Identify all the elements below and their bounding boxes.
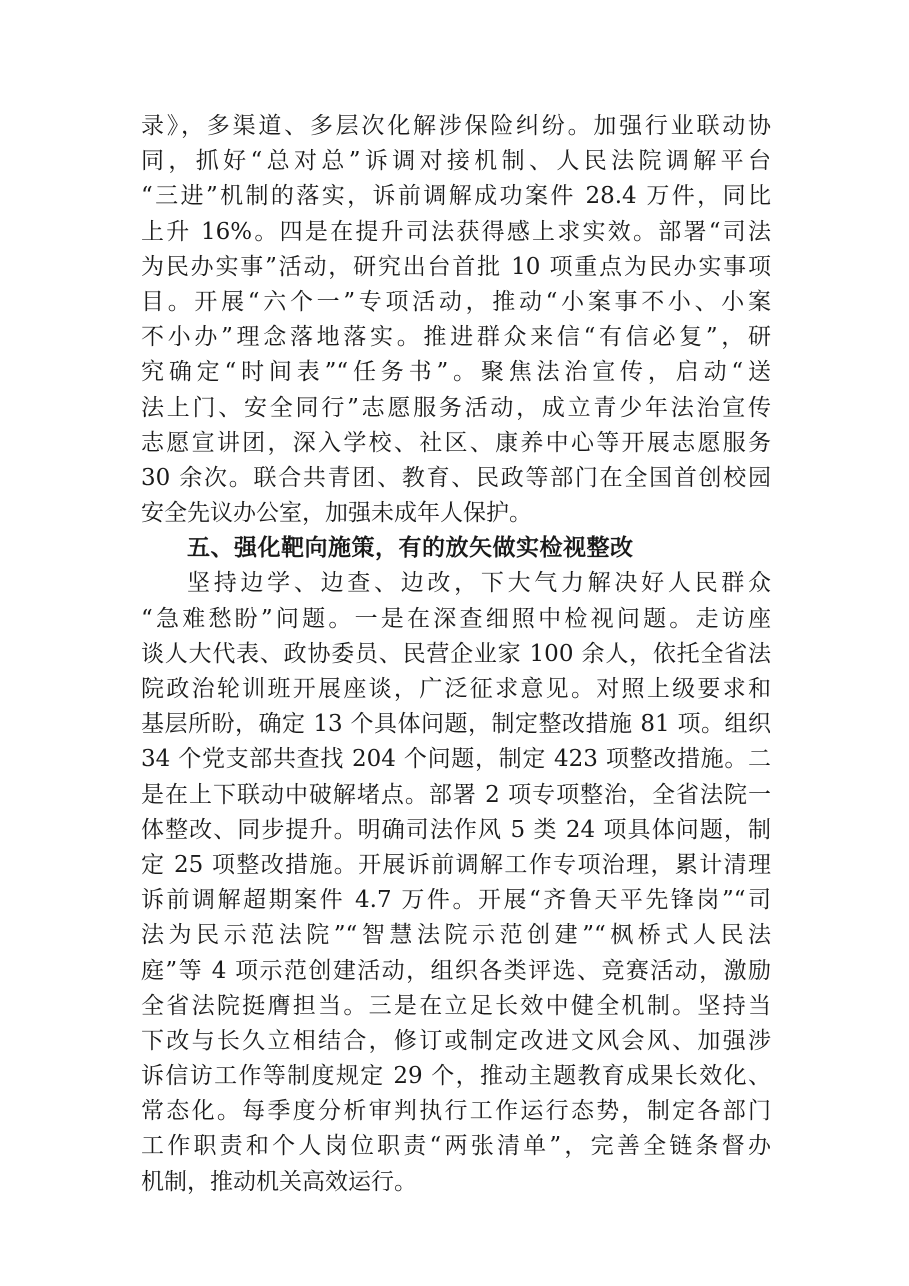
- text-line: 全省法院挺膺担当。三是在立足长效中健全机制。坚持当: [141, 992, 771, 1019]
- text-line: 安全先议办公室，加强未成年人保护。: [141, 500, 532, 527]
- text-line: 录》，多渠道、多层次化解涉保险纠纷。加强行业联动协: [141, 113, 771, 139]
- text-line: “急难愁盼”问题。一是在深查细照中检视问题。走访座: [141, 605, 771, 632]
- text-line: 同，抓好“总对总”诉调对接机制、人民法院调解平台: [141, 148, 771, 175]
- text-line: 诉前调解超期案件 4.7 万件。开展“齐鲁天平先锋岗”“司: [141, 887, 771, 914]
- text-line: 机制，推动机关高效运行。: [141, 1168, 417, 1195]
- text-line: 体整改、同步提升。明确司法作风 5 类 24 项具体问题，制: [141, 816, 771, 843]
- text-line: 常态化。每季度分析审判执行工作运行态势，制定各部门: [141, 1098, 771, 1125]
- text-line: 目。开展“六个一”专项活动，推动“小案事不小、小案: [141, 288, 771, 315]
- text-line: 为民办实事”活动，研究出台首批 10 项重点为民办实事项: [141, 253, 771, 280]
- text-line: 究确定“时间表”“任务书”。聚焦法治宣传，启动“送: [141, 359, 771, 386]
- text-line: 法为民示范法院”“智慧法院示范创建”“枫桥式人民法: [141, 922, 771, 949]
- text-line: 诉信访工作等制度规定 29 个，推动主题教育成果长效化、: [141, 1063, 771, 1090]
- text-line: 谈人大代表、政协委员、民营企业家 100 余人，依托全省法: [141, 640, 771, 667]
- paragraph-continued: [141, 109, 771, 531]
- text-line: 法上门、安全同行”志愿服务活动，成立青少年法治宣传: [141, 394, 771, 421]
- document-body: [141, 109, 771, 1200]
- text-line: 院政治轮训班开展座谈，广泛征求意见。对照上级要求和: [141, 676, 771, 702]
- text-line: 上升 16%。四是在提升司法获得感上求实效。部署“司法: [141, 218, 771, 245]
- text-line: 基层所盼，确定 13 个具体问题，制定整改措施 81 项。组织: [141, 711, 771, 738]
- paragraph-section-five: [141, 566, 771, 1199]
- text-line: 下改与长久立相结合，修订或制定改进文风会风、加强涉: [141, 1027, 771, 1054]
- text-line: 志愿宣讲团，深入学校、社区、康养中心等开展志愿服务: [141, 429, 771, 456]
- text-line: 定 25 项整改措施。开展诉前调解工作专项治理，累计清理: [141, 851, 771, 878]
- text-line: 30 余次。联合共青团、教育、民政等部门在全国首创校园: [141, 464, 771, 491]
- text-line: 工作职责和个人岗位职责“两张清单”，完善全链条督办: [141, 1133, 771, 1160]
- text-line: “三进”机制的落实，诉前调解成功案件 28.4 万件，同比: [141, 183, 771, 210]
- text-line: 坚持边学、边查、边改，下大气力解决好人民群众: [187, 570, 771, 597]
- section-heading: 五、强化靶向施策，有的放矢做实检视整改: [187, 535, 634, 562]
- text-line: 不小办”理念落地落实。推进群众来信“有信必复”，研: [141, 324, 771, 351]
- text-line: 34 个党支部共查找 204 个问题，制定 423 项整改措施。二: [141, 746, 771, 773]
- text-line: 庭”等 4 项示范创建活动，组织各类评选、竞赛活动，激励: [141, 957, 771, 984]
- text-line: 是在上下联动中破解堵点。部署 2 项专项整治，全省法院一: [141, 781, 771, 808]
